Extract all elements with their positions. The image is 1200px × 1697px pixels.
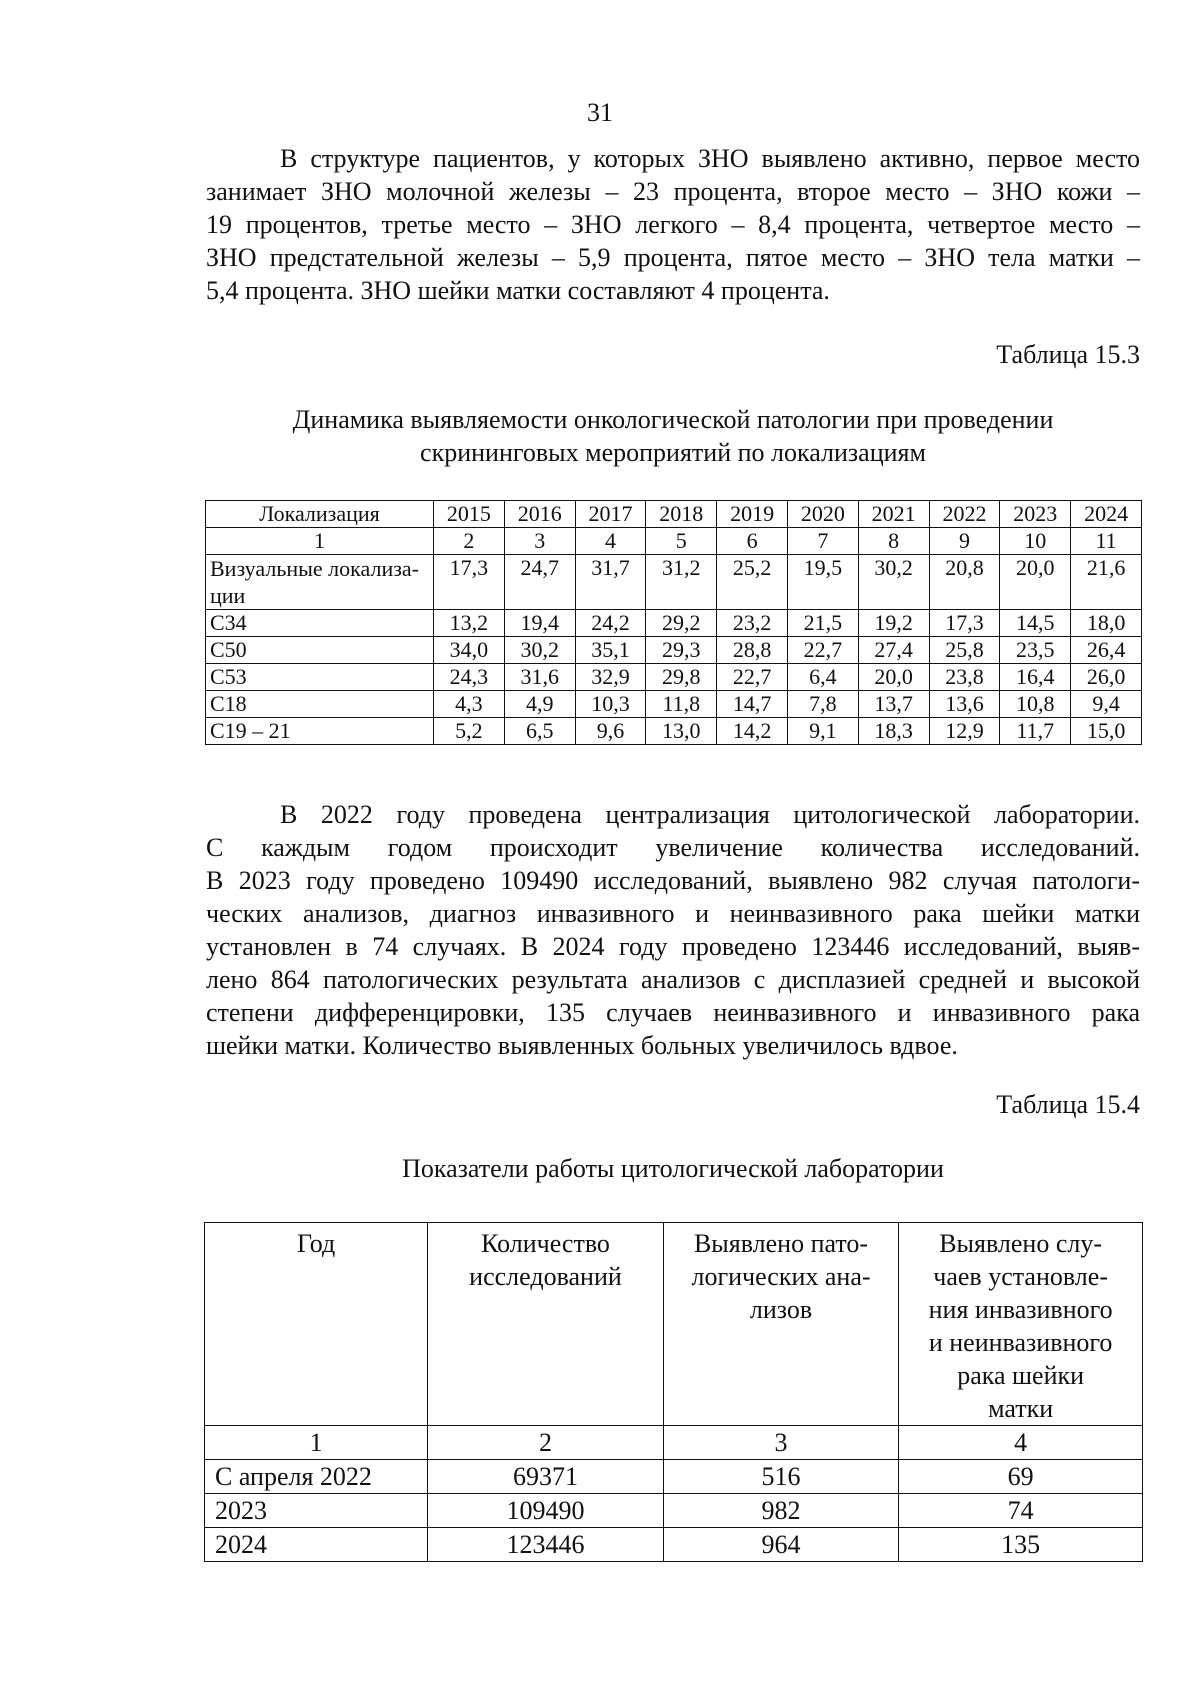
value-cell: 20,0	[1000, 555, 1071, 610]
column-number: 10	[1000, 528, 1071, 555]
value-cell: 135	[899, 1528, 1143, 1562]
value-cell: 20,0	[858, 664, 929, 691]
header-line: ния инвазивного	[928, 1295, 1113, 1324]
localization-cell: С18	[206, 691, 434, 718]
value-cell: 31,2	[646, 555, 717, 610]
table-15-4-title: Показатели работы цитологической лаборатории	[402, 1154, 944, 1183]
value-cell: 5,2	[434, 718, 505, 745]
value-cell: 10,8	[1000, 691, 1071, 718]
header-cell	[663, 1223, 899, 1426]
header-cell: Локализация	[206, 501, 434, 528]
value-cell: 24,7	[504, 555, 575, 610]
value-cell: 31,6	[504, 664, 575, 691]
column-number: 1	[205, 1426, 428, 1460]
table-row	[206, 610, 1142, 637]
title-line: скрининговых мероприятий по локализациям	[420, 438, 926, 467]
value-cell: 69371	[428, 1460, 664, 1494]
value-cell: 27,4	[858, 637, 929, 664]
column-number: 9	[929, 528, 1000, 555]
header-line: и неинвазивного	[928, 1328, 1113, 1357]
column-number: 7	[787, 528, 858, 555]
value-cell: 109490	[428, 1494, 664, 1528]
value-cell: 30,2	[858, 555, 929, 610]
value-cell: 31,7	[575, 555, 646, 610]
header-line: Выявлено пато-	[693, 1229, 869, 1258]
value-cell: 4,9	[504, 691, 575, 718]
text-line: В 2022 году проведена централизация цитологической лаборатории.	[280, 800, 1140, 829]
table-row	[206, 555, 1142, 610]
text-line: В 2023 году проведено 109490 исследований, выявлено 982 случая патологи-	[206, 866, 1140, 895]
header-cell: 2022	[929, 501, 1000, 528]
localization-cell: С53	[206, 664, 434, 691]
paragraph-structure	[206, 142, 1140, 307]
column-number: 4	[899, 1426, 1143, 1460]
header-cell: 2020	[787, 501, 858, 528]
value-cell: 23,5	[1000, 637, 1071, 664]
value-cell: 21,5	[787, 610, 858, 637]
table-row	[206, 664, 1142, 691]
value-cell: 11,7	[1000, 718, 1071, 745]
table-row	[206, 691, 1142, 718]
text-line: лено 864 патологических результата анализов с дисплазией средней и высокой	[206, 965, 1140, 994]
value-cell: 22,7	[787, 637, 858, 664]
value-cell: 19,4	[504, 610, 575, 637]
value-cell: 13,6	[929, 691, 1000, 718]
value-cell: 24,3	[434, 664, 505, 691]
text-line: С каждым годом происходит увеличение количества исследований.	[206, 833, 1140, 862]
value-cell: 25,8	[929, 637, 1000, 664]
value-cell: 14,5	[1000, 610, 1071, 637]
text-line: установлен в 74 случаях. В 2024 году проведено 123446 исследований, выяв-	[206, 932, 1140, 961]
value-cell: 13,2	[434, 610, 505, 637]
localization-line: Визуальные локализа-	[210, 556, 419, 581]
text-line: 5,4 процента. ЗНО шейки матки составляют 4 процента.	[206, 276, 830, 305]
value-cell: 21,6	[1071, 555, 1142, 610]
value-cell: 123446	[428, 1528, 664, 1562]
title-line: Динамика выявляемости онкологической патологии при проведении	[292, 405, 1054, 434]
value-cell: 30,2	[504, 637, 575, 664]
table-15-3-label: Таблица 15.3	[996, 340, 1140, 369]
value-cell: 982	[663, 1494, 899, 1528]
text-line: ЗНО предстательной железы – 5,9 процента, пятое место – ЗНО тела матки –	[206, 243, 1140, 272]
header-line: Выявлено слу-	[939, 1229, 1103, 1258]
value-cell: 20,8	[929, 555, 1000, 610]
table-row	[206, 637, 1142, 664]
value-cell: 14,2	[717, 718, 788, 745]
column-number: 1	[206, 528, 434, 555]
column-number: 5	[646, 528, 717, 555]
value-cell: 16,4	[1000, 664, 1071, 691]
header-line: рака шейки	[957, 1361, 1085, 1390]
value-cell: 22,7	[717, 664, 788, 691]
value-cell: 6,5	[504, 718, 575, 745]
text-line: В структуре пациентов, у которых ЗНО выявлено активно, первое место	[280, 144, 1140, 173]
column-number: 4	[575, 528, 646, 555]
table-row	[206, 718, 1142, 745]
header-cell: 2018	[646, 501, 717, 528]
value-cell: 14,7	[717, 691, 788, 718]
table-header-row	[206, 501, 1142, 528]
value-cell: 69	[899, 1460, 1143, 1494]
value-cell: 12,9	[929, 718, 1000, 745]
value-cell: 29,8	[646, 664, 717, 691]
header-cell	[205, 1223, 428, 1426]
table-row	[205, 1528, 1143, 1562]
value-cell: 26,4	[1071, 637, 1142, 664]
localization-cell	[206, 555, 434, 610]
value-cell: 13,0	[646, 718, 717, 745]
value-cell: 7,8	[787, 691, 858, 718]
header-line: матки	[988, 1394, 1054, 1423]
header-cell: 2017	[575, 501, 646, 528]
value-cell: 17,3	[434, 555, 505, 610]
column-number: 3	[663, 1426, 899, 1460]
value-cell: 964	[663, 1528, 899, 1562]
header-line: исследований	[469, 1262, 622, 1291]
column-number: 3	[504, 528, 575, 555]
table-15-4	[204, 1222, 1143, 1562]
localization-cell: С50	[206, 637, 434, 664]
value-cell: 6,4	[787, 664, 858, 691]
header-cell	[899, 1223, 1143, 1426]
column-number: 6	[717, 528, 788, 555]
table-15-4-label: Таблица 15.4	[996, 1090, 1140, 1119]
value-cell: 19,2	[858, 610, 929, 637]
value-cell: 9,4	[1071, 691, 1142, 718]
paragraph-cytology	[206, 798, 1140, 1062]
header-cell: 2015	[434, 501, 505, 528]
column-number: 2	[434, 528, 505, 555]
table-row	[205, 1494, 1143, 1528]
header-cell	[428, 1223, 664, 1426]
column-number-row	[206, 528, 1142, 555]
column-number-row	[205, 1426, 1143, 1460]
value-cell: 11,8	[646, 691, 717, 718]
page-number: 31	[587, 98, 613, 127]
value-cell: 10,3	[575, 691, 646, 718]
value-cell: 25,2	[717, 555, 788, 610]
header-cell: 2024	[1071, 501, 1142, 528]
table-15-3	[205, 500, 1142, 745]
table-row	[205, 1460, 1143, 1494]
text-line: занимает ЗНО молочной железы – 23 процента, второе место – ЗНО кожи –	[206, 177, 1140, 206]
column-number: 2	[428, 1426, 664, 1460]
value-cell: 19,5	[787, 555, 858, 610]
value-cell: 13,7	[858, 691, 929, 718]
value-cell: 23,8	[929, 664, 1000, 691]
header-cell: 2019	[717, 501, 788, 528]
value-cell: 26,0	[1071, 664, 1142, 691]
value-cell: 34,0	[434, 637, 505, 664]
value-cell: 9,6	[575, 718, 646, 745]
text-line: шейки матки. Количество выявленных больных увеличилось вдвое.	[206, 1031, 958, 1060]
value-cell: 74	[899, 1494, 1143, 1528]
value-cell: 32,9	[575, 664, 646, 691]
value-cell: 18,3	[858, 718, 929, 745]
text-line: ческих анализов, диагноз инвазивного и неинвазивного рака шейки матки	[206, 899, 1140, 928]
localization-line: ции	[210, 583, 246, 608]
value-cell: 4,3	[434, 691, 505, 718]
year-cell: С апреля 2022	[205, 1460, 428, 1494]
value-cell: 516	[663, 1460, 899, 1494]
value-cell: 17,3	[929, 610, 1000, 637]
header-cell: 2021	[858, 501, 929, 528]
localization-cell: С34	[206, 610, 434, 637]
value-cell: 23,2	[717, 610, 788, 637]
header-line: Количество	[481, 1229, 610, 1258]
column-number: 11	[1071, 528, 1142, 555]
value-cell: 29,2	[646, 610, 717, 637]
value-cell: 28,8	[717, 637, 788, 664]
column-number: 8	[858, 528, 929, 555]
text-line: 19 процентов, третье место – ЗНО легкого – 8,4 процента, четвертое место –	[206, 210, 1140, 239]
table-15-3-title	[206, 403, 1140, 469]
value-cell: 24,2	[575, 610, 646, 637]
header-cell: 2023	[1000, 501, 1071, 528]
header-line: чаев установле-	[933, 1262, 1108, 1291]
localization-cell: С19 – 21	[206, 718, 434, 745]
value-cell: 18,0	[1071, 610, 1142, 637]
value-cell: 29,3	[646, 637, 717, 664]
header-line: лизов	[749, 1295, 813, 1324]
year-cell: 2024	[205, 1528, 428, 1562]
table-header-row	[205, 1223, 1143, 1426]
value-cell: 9,1	[787, 718, 858, 745]
text-line: степени дифференцировки, 135 случаев неинвазивного и инвазивного рака	[206, 998, 1140, 1027]
year-cell: 2023	[205, 1494, 428, 1528]
header-line: логических ана-	[691, 1262, 871, 1291]
value-cell: 15,0	[1071, 718, 1142, 745]
header-line: Год	[297, 1229, 336, 1258]
header-cell: 2016	[504, 501, 575, 528]
value-cell: 35,1	[575, 637, 646, 664]
